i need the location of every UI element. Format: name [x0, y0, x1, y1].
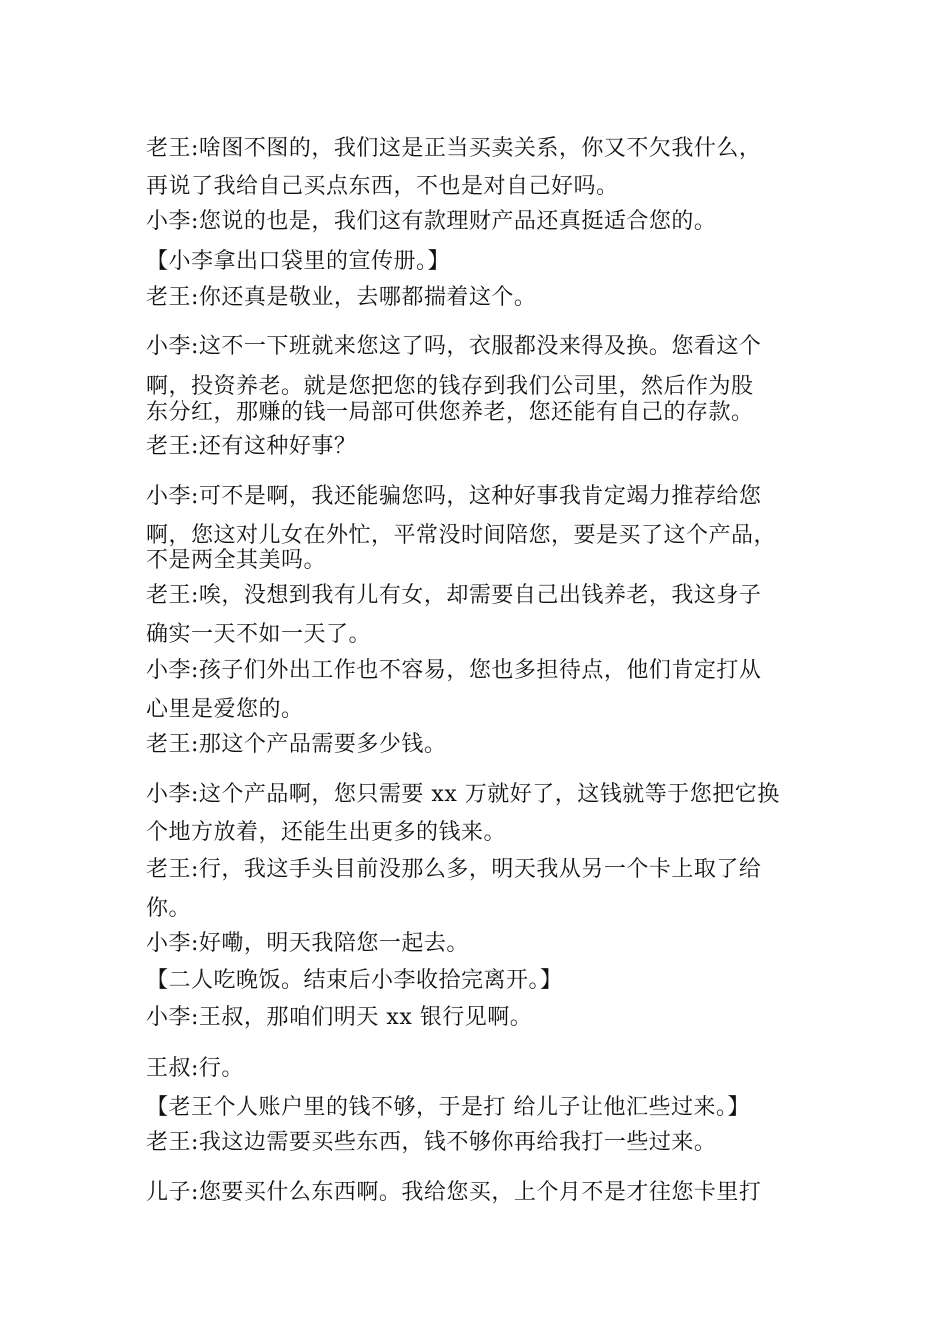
dialogue-line: 老王:啥图不图的，我们这是正当买卖关系，你又不欠我什么，	[146, 136, 762, 161]
dialogue-line: 确实一天不如一天了。	[146, 622, 372, 647]
dialogue-line: 小李:好嘞，明天我陪您一起去。	[146, 931, 469, 956]
dialogue-line: 老王:我这边需要买些东西，钱不够你再给我打一些过来。	[146, 1130, 717, 1155]
dialogue-line: 小李:孩子们外出工作也不容易，您也多担待点，他们肯定打从	[146, 658, 762, 683]
dialogue-line: 东分红，那赚的钱一局部可供您养老，您还能有自己的存款。	[146, 400, 754, 425]
stage-direction: 【老王个人账户里的钱不够，于是打 给儿子让他汇些过来。】	[146, 1095, 750, 1120]
dialogue-line: 老王:你还真是敬业，去哪都揣着这个。	[146, 285, 537, 310]
stage-direction: 【小李拿出口袋里的宣传册。】	[146, 249, 451, 274]
dialogue-line: 王叔:行。	[146, 1056, 244, 1081]
dialogue-line: 小李:这不一下班就来您这了吗，衣服都没来得及换。您看这个	[146, 334, 762, 359]
dialogue-line: 心里是爱您的。	[146, 697, 304, 722]
dialogue-line: 老王:还有这种好事？	[146, 434, 357, 459]
dialogue-line: 不是两全其美吗。	[146, 548, 327, 573]
dialogue-line: 啊，投资养老。就是您把您的钱存到我们公司里，然后作为股	[146, 374, 754, 399]
dialogue-line: 小李:这个产品啊，您只需要 xx 万就好了，这钱就等于您把它换	[146, 782, 780, 807]
dialogue-line: 老王:那这个产品需要多少钱。	[146, 732, 447, 757]
dialogue-line: 老王:行，我这手头目前没那么多，明天我从另一个卡上取了给	[146, 857, 762, 882]
dialogue-line: 儿子:您要买什么东西啊。我给您买，上个月不是才往您卡里打	[146, 1180, 762, 1205]
dialogue-line: 个地方放着，还能生出更多的钱来。	[146, 820, 507, 845]
dialogue-line: 再说了我给自己买点东西，不也是对自己好吗。	[146, 174, 619, 199]
dialogue-line: 小李:可不是啊，我还能骗您吗，这种好事我肯定竭力推荐给您	[146, 484, 762, 509]
dialogue-line: 小李:王叔，那咱们明天 xx 银行见啊。	[146, 1005, 533, 1030]
dialogue-line: 小李:您说的也是，我们这有款理财产品还真挺适合您的。	[146, 209, 717, 234]
dialogue-line: 啊，您这对儿女在外忙，平常没时间陪您，要是买了这个产品，	[146, 523, 777, 548]
stage-direction: 【二人吃晚饭。结束后小李收拾完离开。】	[146, 968, 563, 993]
dialogue-line: 你。	[146, 896, 192, 921]
dialogue-line: 老王:唉，没想到我有儿有女，却需要自己出钱养老，我这身子	[146, 583, 762, 608]
